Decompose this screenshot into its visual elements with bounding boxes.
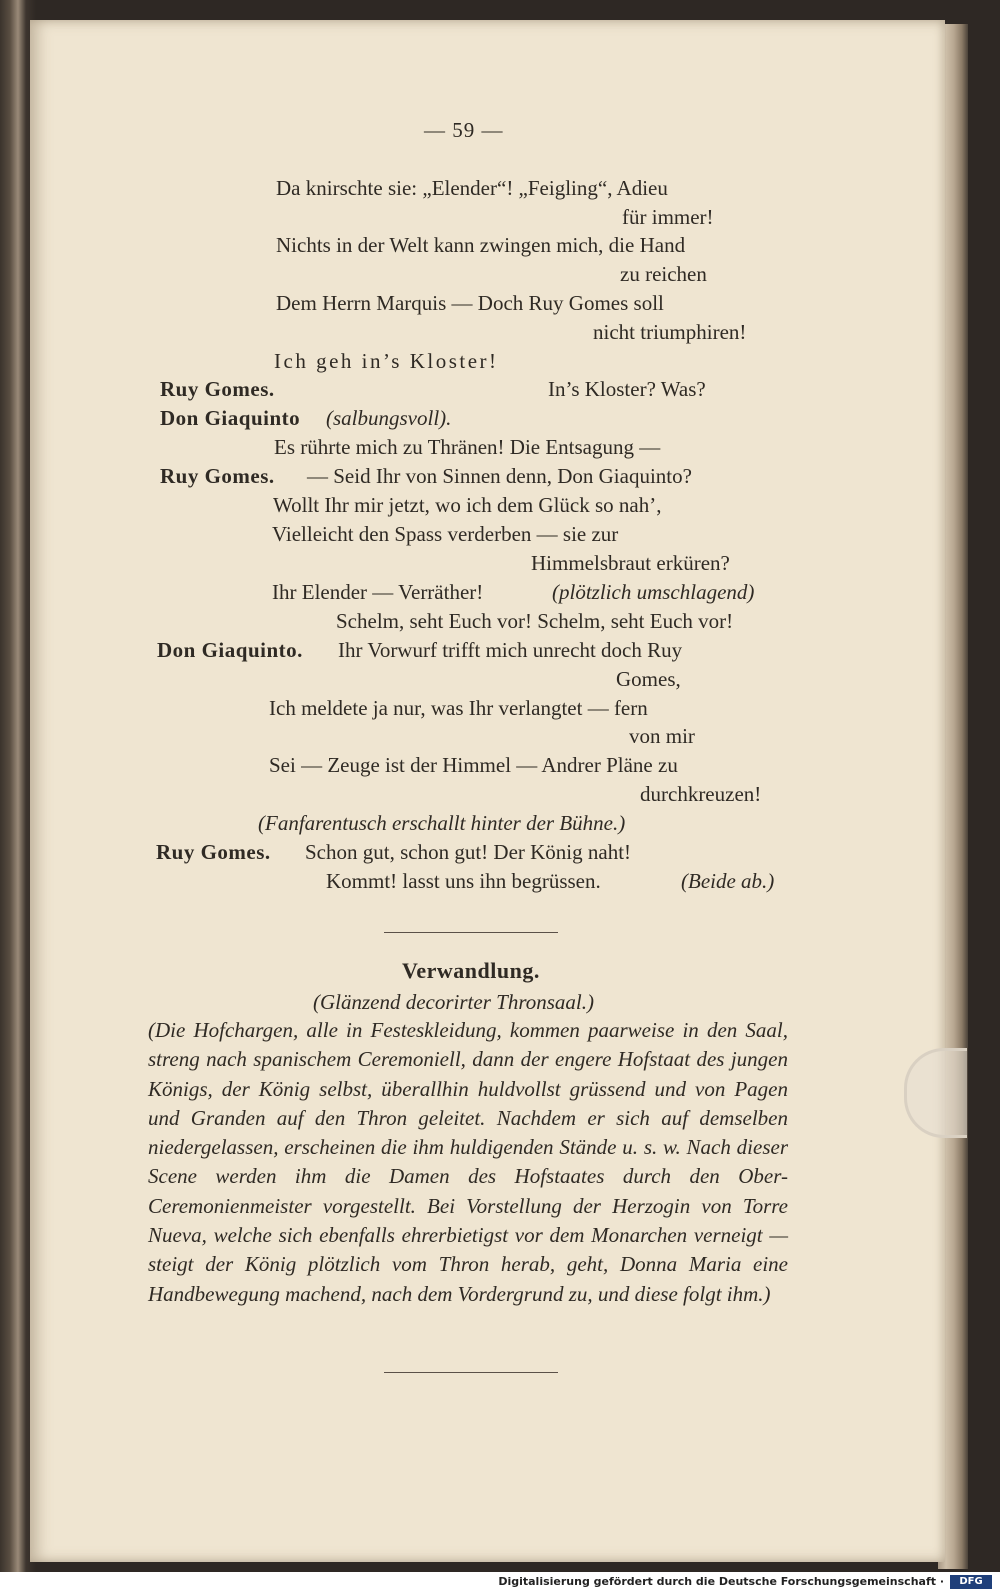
verse-line: In’s Kloster? Was? [548,377,706,401]
verse-line: Ich meldete ja nur, was Ihr verlangtet — fern [269,696,648,720]
verse-line: von mir [629,724,695,748]
separator-rule [384,932,558,933]
stage-note: (Fanfarentusch erschallt hinter der Bühne.) [258,811,626,835]
speaker-name: Don Giaquinto [160,406,301,430]
speaker-name: Ruy Gomes. [160,377,275,401]
verse-line: für immer! [622,205,714,229]
verse-line: Ihr Elender — Verräther! [272,580,484,604]
footer-credit: Digitalisierung gefördert durch die Deutsche Forschungsgemeinschaft · [498,1575,944,1588]
verse-line: Es rührte mich zu Thränen! Die Entsagung — [274,435,661,459]
verse-line: Gomes, [616,667,681,691]
verse-line: nicht triumphiren! [593,320,747,344]
dfg-logo: DFG [950,1575,992,1589]
verse-line: Schon gut, schon gut! Der König naht! [305,840,632,864]
verse-line: Ich geh in’s Kloster! [274,349,499,373]
page-number: — 59 — [424,118,504,142]
verse-line: Wollt Ihr mir jetzt, wo ich dem Glück so nah’, [273,493,662,517]
verse-line: Ihr Vorwurf trifft mich unrecht doch Ruy [338,638,683,662]
verse-line: Schelm, seht Euch vor! Schelm, seht Euch vor! [336,609,734,633]
verse-line: Dem Herrn Marquis — Doch Ruy Gomes soll [276,291,664,315]
verse-line: Sei — Zeuge ist der Himmel — Andrer Pläne zu [269,753,678,777]
verse-line: Nichts in der Welt kann zwingen mich, die Hand [276,233,686,257]
stage-direction: (Die Hofchargen, alle in Festeskleidung, kommen paarweise in den Saal, streng nach spanischem Ceremoniell, dann der engere Hofstaat des jungen Königs, der König selbst, überallhin huldvollst grüssend und von Pagen und Granden auf den Thron geleitet. Nachdem er sich auf demselben niedergelassen, erscheinen die ihm huldigenden Stände u. s. w. Nach dieser Scene werden ihm die Damen des Hofstaates durch den Ober-Ceremonienmeister vorgestellt. Bei Vorstellung der Herzogin von Torre Nueva, welche sich ebenfalls ehrerbietigst vor dem Monarchen verneigt — steigt der König plötzlich vom Thron herab, geht, Donna Maria eine Handbewegung machend, nach dem Vordergrund zu, und diese folgt ihm.) [148,1018,788,1306]
verse-line: Da knirschte sie: „Elender“! „Feigling“, Adieu [276,176,668,200]
end-rule [384,1372,558,1373]
verse-line: durchkreuzen! [640,782,762,806]
scene-heading: Verwandlung. [402,958,540,983]
page-tab-marker [904,1048,967,1138]
stage-note: (Beide ab.) [681,869,775,893]
stage-note: (plötzlich umschlagend) [552,580,755,604]
verse-line: Himmelsbraut erküren? [531,551,730,575]
verse-line: zu reichen [620,262,707,286]
stage-note: (salbungsvoll). [326,406,452,430]
speaker-name: Ruy Gomes. [156,840,271,864]
scene-subheading: (Glänzend decorirter Thronsaal.) [313,990,594,1014]
verse-line: Vielleicht den Spass verderben — sie zur [272,522,619,546]
speaker-name: Don Giaquinto. [157,638,303,662]
verse-line: Kommt! lasst uns ihn begrüssen. [326,869,601,893]
verse-line: — Seid Ihr von Sinnen denn, Don Giaquinto? [307,464,692,488]
speaker-name: Ruy Gomes. [160,464,275,488]
